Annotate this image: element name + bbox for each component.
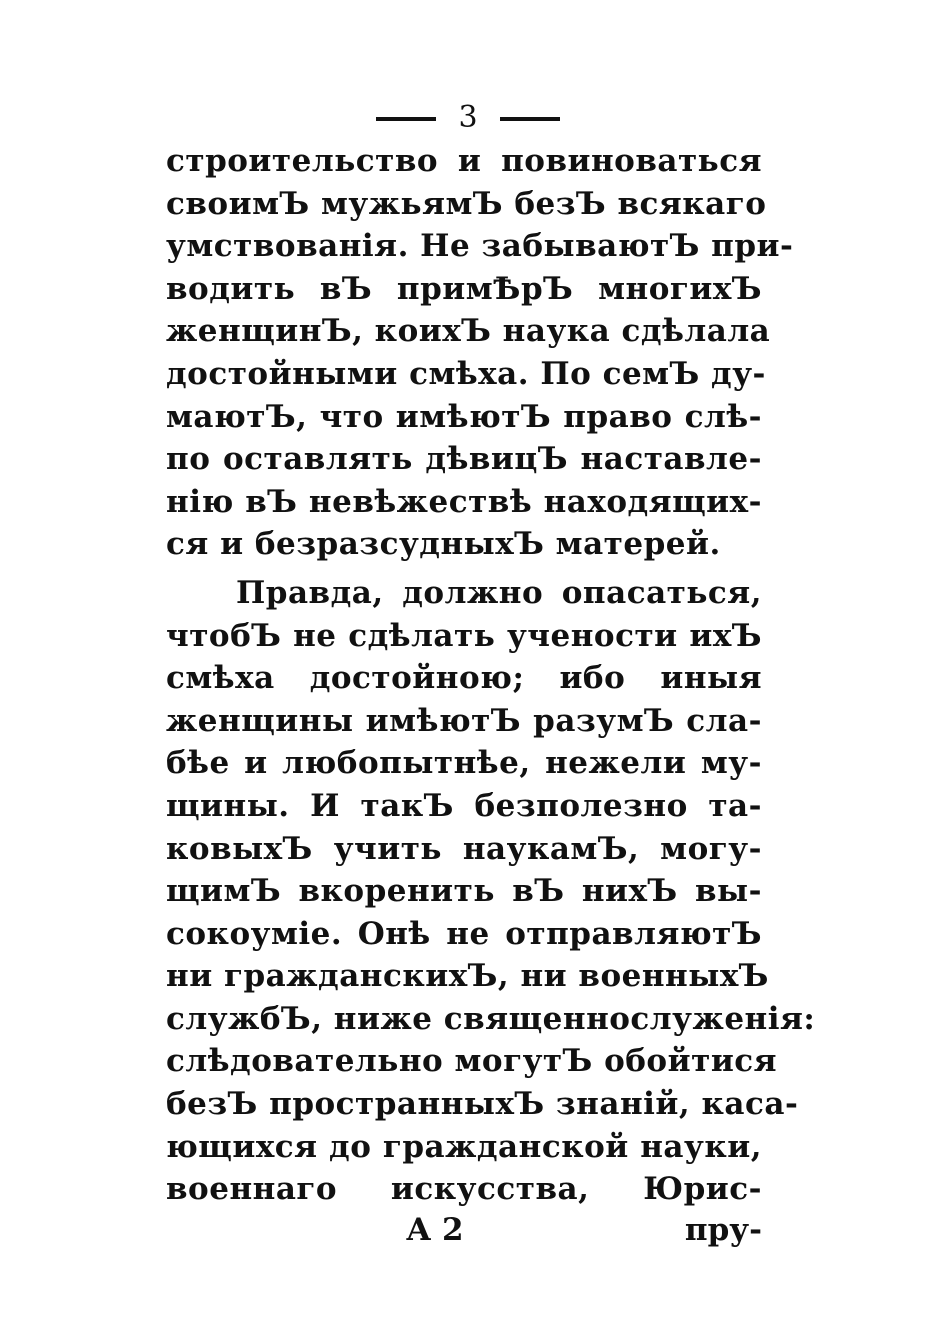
text-line: службЪ, ниже священнослуженія: <box>166 1000 816 1037</box>
catchword: пру- <box>684 1212 762 1248</box>
text-line: щимЪ вкоренить вЪ нихЪ вы- <box>166 873 762 910</box>
text-line: смѣха достойною; ибо иныя <box>166 660 762 697</box>
text-line: ни гражданскихЪ, ни военныхЪ <box>166 958 769 995</box>
text-line: бѣе и любопытнѣе, нежели му- <box>166 745 762 782</box>
paragraph-2 <box>166 572 816 1211</box>
text-line: ковыхЪ учить наукамЪ, могу- <box>166 830 762 867</box>
body-text <box>166 140 816 1211</box>
paragraph-1 <box>166 140 794 566</box>
text-line: женщинЪ, коихЪ наука сдѣлала <box>166 313 771 350</box>
text-line: своимЪ мужьямЪ безЪ всякаго <box>166 185 767 222</box>
signature-mark: А 2 <box>406 1212 464 1248</box>
text-line: ся и безразсудныхЪ матерей. <box>166 526 721 563</box>
page-header <box>0 98 936 138</box>
header-rule-left <box>376 117 436 121</box>
text-line: военнаго искусства, Юрис- <box>166 1171 762 1208</box>
text-line: безЪ пространныхЪ знаній, каса- <box>166 1086 799 1123</box>
text-line: по оставлять дѣвицЪ наставле- <box>166 441 762 478</box>
text-line: достойными смѣха. По семЪ ду- <box>166 355 766 392</box>
text-line: водить вЪ примѢрЪ многихЪ <box>166 270 762 307</box>
text-line: слѣдовательно могутЪ обойтися <box>166 1043 778 1080</box>
text-line: щины. И такЪ безполезно та- <box>166 787 762 824</box>
text-line: строительство и повиноваться <box>166 143 762 179</box>
text-line: маютЪ, что имѣютЪ право слѣ- <box>166 398 762 435</box>
page-footer <box>166 1208 762 1252</box>
header-rule-right <box>500 117 560 121</box>
text-line: ющихся до гражданской науки, <box>166 1128 762 1165</box>
text-line: чтобЪ не сдѣлать учености ихЪ <box>166 617 762 654</box>
text-line: Правда, должно опасаться, <box>236 574 762 611</box>
text-line: умствованія. Не забываютЪ при- <box>166 228 794 265</box>
text-line: нію вЪ невѣжествѣ находящих- <box>166 483 762 520</box>
page-number: 3 <box>458 100 478 135</box>
text-line: женщины имѣютЪ разумЪ сла- <box>166 702 762 739</box>
text-line: сокоуміе. Онѣ не отправляютЪ <box>166 915 762 952</box>
